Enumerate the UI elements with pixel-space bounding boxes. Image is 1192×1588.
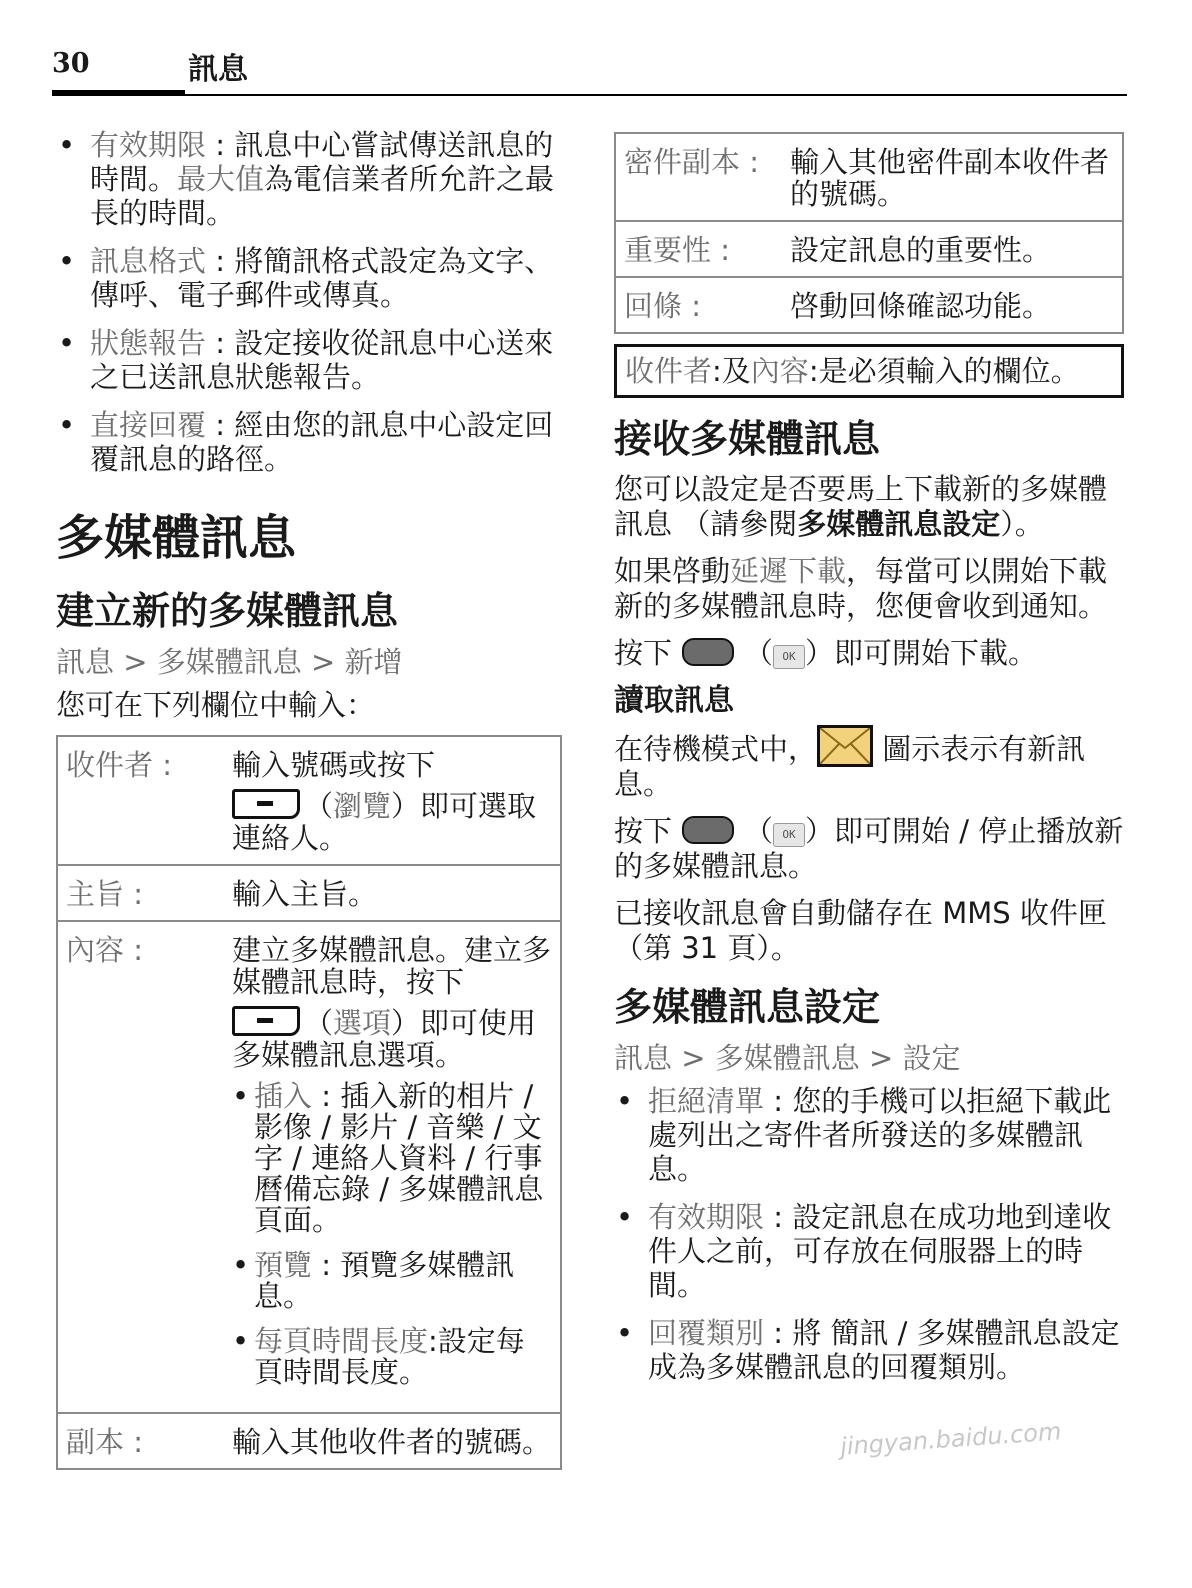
menu-path: 訊息 > 多媒體訊息 > 新增 [56, 645, 403, 679]
paragraph: 在待機模式中， 圖示表示有新訊息。 [614, 725, 1124, 802]
soft-key-icon [232, 1006, 300, 1036]
menu-path: 訊息 > 多媒體訊息 > 設定 [614, 1041, 961, 1075]
list-item: • 拒絕清單 : 您的手機可以拒絕下載此處列出之寄件者所發送的多媒體訊息。 [616, 1084, 1112, 1186]
paragraph: 如果啓動延遲下載，每當可以開始下載新的多媒體訊息時，您便會收到通知。 [614, 554, 1108, 623]
list-item: • 有效期限 : 訊息中心嘗試傳送訊息的時間。最大值為電信業者所允許之最長的時間。 [58, 128, 555, 230]
center-key-icon [682, 816, 734, 844]
page-header [52, 40, 1127, 98]
field-description: 啓動回條確認功能。 [782, 277, 1123, 333]
field-label: 收件者 : [57, 736, 224, 865]
field-description: 建立多媒體訊息。建立多媒體訊息時，按下 （選項）即可使用 多媒體訊息選項。 • 插入 : 插入新的相片 / 影像 / 影片 / 音樂 / 文字 / 連絡人資料 / 行事曆備忘錄 / 多媒體訊息頁面。 • 預覽 : 預覽多媒體訊息。 • 每頁時間長度:設定每頁時間長度。 [224, 921, 561, 1413]
list-item: • 訊息格式 : 將簡訊格式設定為文字、傳呼、電子郵件或傳真。 [58, 244, 554, 312]
right-column [614, 132, 1124, 1398]
ok-icon: OK [773, 645, 805, 669]
list-item: • 插入 : 插入新的相片 / 影像 / 影片 / 音樂 / 文字 / 連絡人資料 / 行事曆備忘錄 / 多媒體訊息頁面。 [232, 1079, 544, 1237]
field-label: 密件副本 : [615, 133, 782, 221]
ok-icon: OK [773, 823, 805, 847]
table-row [615, 133, 1123, 221]
table-row [615, 277, 1123, 333]
field-description: 設定訊息的重要性。 [782, 221, 1123, 277]
options-list [232, 1081, 552, 1388]
field-label: 主旨 : [57, 865, 224, 921]
settings-list [56, 128, 562, 476]
field-description: 輸入其他密件副本收件者的號碼。 [782, 133, 1123, 221]
settings-heading: 多媒體訊息設定 [614, 985, 881, 1029]
center-key-icon [682, 638, 734, 666]
list-item: • 直接回覆 : 經由您的訊息中心設定回覆訊息的路徑。 [58, 408, 554, 476]
list-item: • 每頁時間長度:設定每頁時間長度。 [232, 1324, 525, 1389]
mms-settings-list [614, 1084, 1124, 1384]
subsection-heading: 建立新的多媒體訊息 [56, 589, 399, 633]
section-heading: 多媒體訊息 [56, 510, 297, 566]
list-item: • 回覆類別 : 將 簡訊 / 多媒體訊息設定成為多媒體訊息的回覆類別。 [616, 1316, 1120, 1384]
header-rule [52, 94, 1127, 96]
field-description: 輸入主旨。 [224, 865, 561, 921]
paragraph: 按下 （ OK ）即可開始下載。 [614, 636, 1038, 670]
receive-heading: 接收多媒體訊息 [614, 417, 881, 461]
header-title: 訊息 [188, 52, 248, 87]
envelope-icon [817, 725, 873, 767]
field-description: 輸入其他收件者的號碼。 [224, 1413, 561, 1469]
list-item: • 預覽 : 預覽多媒體訊息。 [232, 1248, 515, 1313]
paragraph: 您可以設定是否要馬上下載新的多媒體訊息 （請參閱多媒體訊息設定）。 [614, 472, 1108, 541]
watermark: jingyan.baidu.com [839, 1417, 1063, 1461]
field-label: 內容 : [57, 921, 224, 1413]
fields-table-continued [614, 132, 1124, 334]
read-heading: 讀取訊息 [614, 683, 734, 718]
left-column [56, 128, 562, 1470]
field-description: 輸入號碼或按下 （瀏覽）即可選取 連絡人。 [224, 736, 561, 865]
table-row [57, 736, 561, 865]
header-rule-accent [52, 90, 185, 96]
table-row [57, 921, 561, 1413]
list-item: • 有效期限 : 設定訊息在成功地到達收件人之前，可存放在伺服器上的時間。 [616, 1200, 1112, 1302]
field-label: 回條 : [615, 277, 782, 333]
paragraph: 已接收訊息會自動儲存在 MMS 收件匣 （第 31 頁）。 [614, 896, 1107, 965]
soft-key-icon [232, 789, 300, 819]
table-row [615, 221, 1123, 277]
paragraph: 按下 （ OK ）即可開始 / 停止播放新的多媒體訊息。 [614, 814, 1124, 883]
required-fields-note: 收件者:及內容:是必須輸入的欄位。 [614, 344, 1124, 398]
list-item: • 狀態報告 : 設定接收從訊息中心送來之已送訊息狀態報告。 [58, 326, 554, 394]
page-number: 30 [52, 48, 90, 79]
fields-table [56, 735, 562, 1470]
field-label: 重要性 : [615, 221, 782, 277]
intro-text: 您可在下列欄位中輸入： [56, 688, 376, 722]
table-row [57, 1413, 561, 1469]
field-label: 副本 : [57, 1413, 224, 1469]
table-row [57, 865, 561, 921]
